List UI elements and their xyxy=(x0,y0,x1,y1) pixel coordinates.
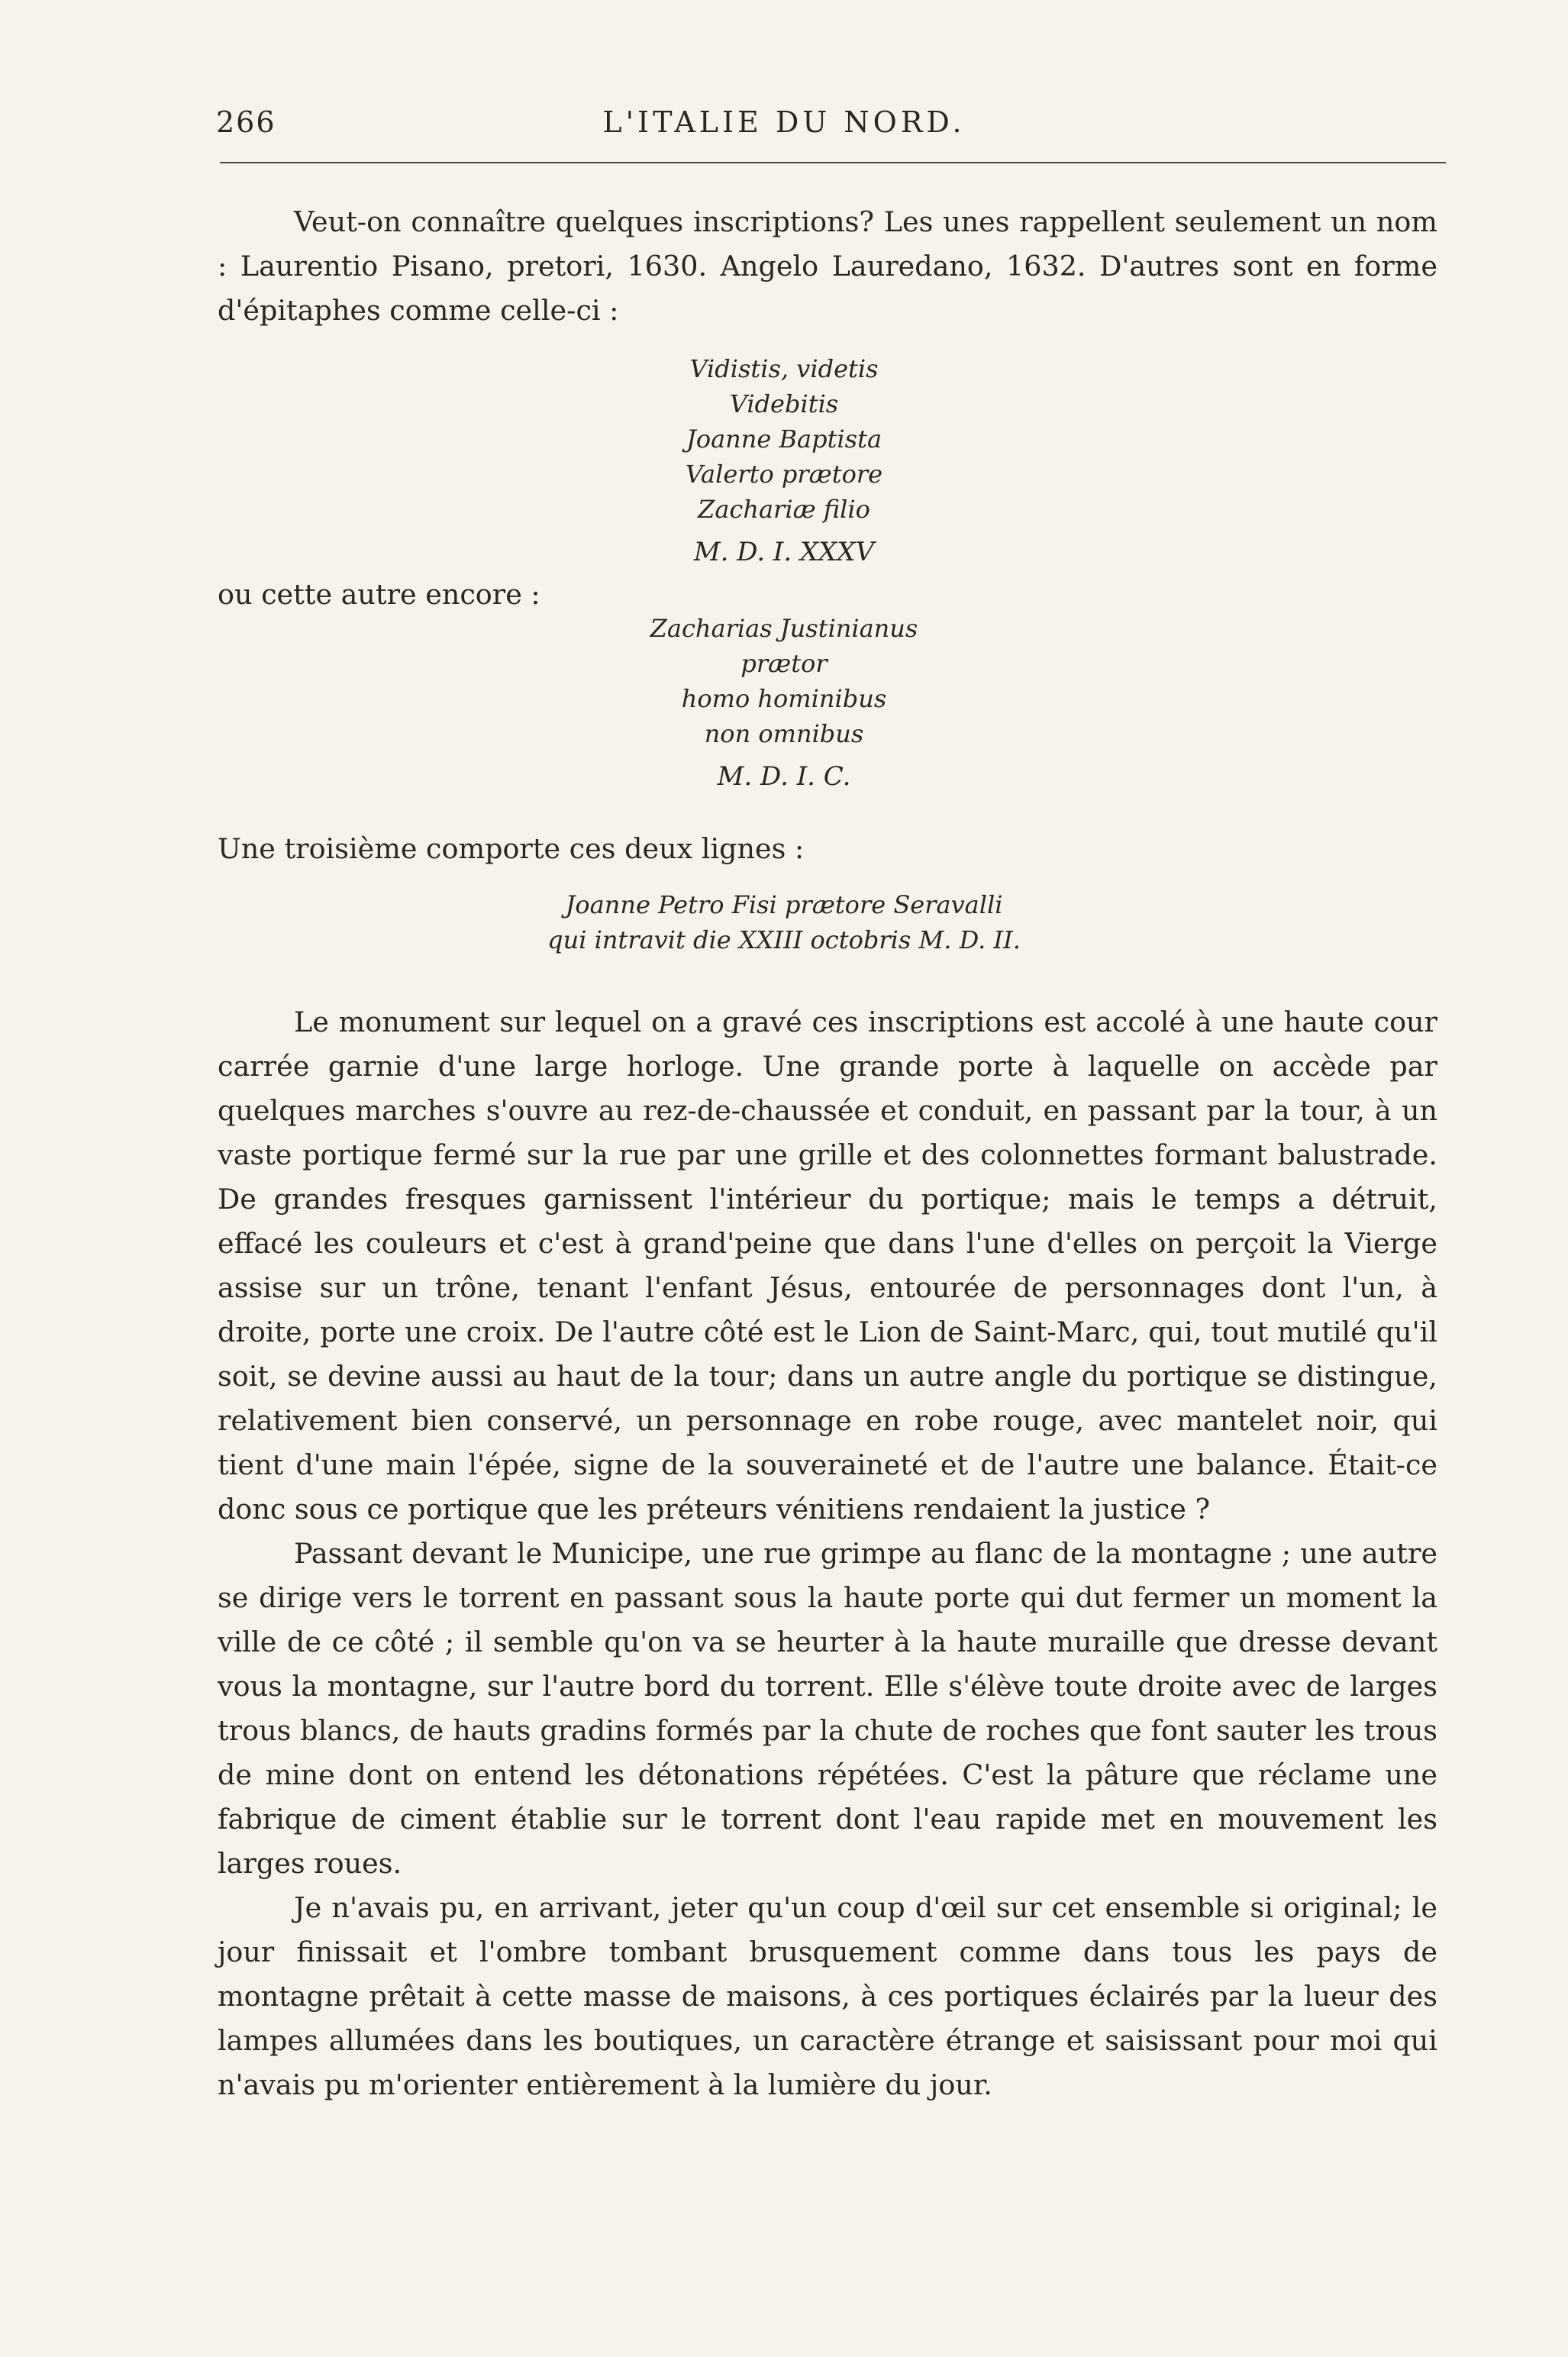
header-rule xyxy=(220,162,1446,163)
page-number: 266 xyxy=(216,105,276,139)
intro-line-2: ou cette autre encore : xyxy=(218,578,540,611)
running-title: L'ITALIE DU NORD. xyxy=(602,105,966,139)
paragraph: Je n'avais pu, en arrivant, jeter qu'un coup d'œil sur cet ensemble si original; le jour finissait et l'ombre tombant brusquement comme dans tous les pays de montagne prêtait à cette masse de maisons, à ces portiques éclairés par la lueur des lampes allumées dans les boutiques, un caractère étrange et saisissant pour moi qui n'avais pu m'orienter entièrement à la lumière du jour. xyxy=(218,1891,1437,2101)
inscription-2 xyxy=(0,611,1568,799)
page-header xyxy=(0,105,1568,151)
inscription-line: prætor xyxy=(740,649,828,678)
inscription-date: M. D. I. XXXV xyxy=(693,537,875,567)
body-text xyxy=(218,1000,1437,2107)
inscription-3 xyxy=(0,887,1568,957)
inscription-line: Valerto prætore xyxy=(685,460,883,489)
inscription-line: Joanne Baptista xyxy=(686,425,882,454)
inscription-line: homo hominibus xyxy=(681,684,887,713)
intro-line-3: Une troisième comporte ces deux lignes : xyxy=(218,832,805,865)
inscription-line: qui intravit die XXIII octobris M. D. II. xyxy=(547,925,1021,954)
inscription-line: Joanne Petro Fisi prætore Seravalli xyxy=(565,890,1003,919)
paragraph: Le monument sur lequel on a gravé ces inscriptions est accolé à une haute cour carrée garnie d'une large horloge. Une grande porte à laquelle on accède par quelques marches s'ouvre au rez-de-chaussée et conduit, en passant par la tour, à un vaste portique fermé sur la rue par une grille et des colonnettes formant balustrade. De grandes fresques garnissent l'intérieur du portique; mais le temps a détruit, effacé les couleurs et c'est à grand'peine que dans l'une d'elles on perçoit la Vierge assise sur un trône, tenant l'enfant Jésus, entourée de personnages dont l'un, à droite, porte une croix. De l'autre côté est le Lion de Saint-Marc, qui, tout mutilé qu'il soit, se devine aussi au haut de la tour; dans un autre angle du portique se distingue, relativement bien conservé, un personnage en robe rouge, avec mantelet noir, qui tient d'une main l'épée, signe de la souveraineté et de l'autre une balance. Était-ce donc sous ce portique que les préteurs vénitiens rendaient la justice ? xyxy=(218,1006,1437,1526)
inscription-line: Zacharias Justinianus xyxy=(650,614,918,643)
paragraph: Passant devant le Municipe, une rue grimpe au flanc de la montagne ; une autre se dirige vers le torrent en passant sous la haute porte qui dut fermer un moment la ville de ce côté ; il semble qu'on va se heurter à la haute muraille que dresse devant vous la montagne, sur l'autre bord du torrent. Elle s'élève toute droite avec de larges trous blancs, de hauts gradins formés par la chute de roches que font sauter les trous de mine dont on entend les détonations répétées. C'est la pâture que réclame une fabrique de ciment établie sur le torrent dont l'eau rapide met en mouvement les larges roues. xyxy=(218,1537,1437,1880)
inscription-date: M. D. I. C. xyxy=(717,761,851,792)
inscription-line: non omnibus xyxy=(704,719,864,748)
inscription-line: Zachariæ filio xyxy=(698,495,870,524)
inscription-line: Videbitis xyxy=(729,389,839,418)
intro-paragraph: Veut-on connaître quelques inscriptions? Les unes rappellent seulement un nom : Laurentio Pisano, pretori, 1630. Angelo Lauredano, 1632. D'autres sont en forme d'épitaphes comme celle-ci : xyxy=(218,205,1437,327)
inscription-line: Vidistis, videtis xyxy=(689,354,879,383)
inscription-1 xyxy=(0,351,1568,574)
